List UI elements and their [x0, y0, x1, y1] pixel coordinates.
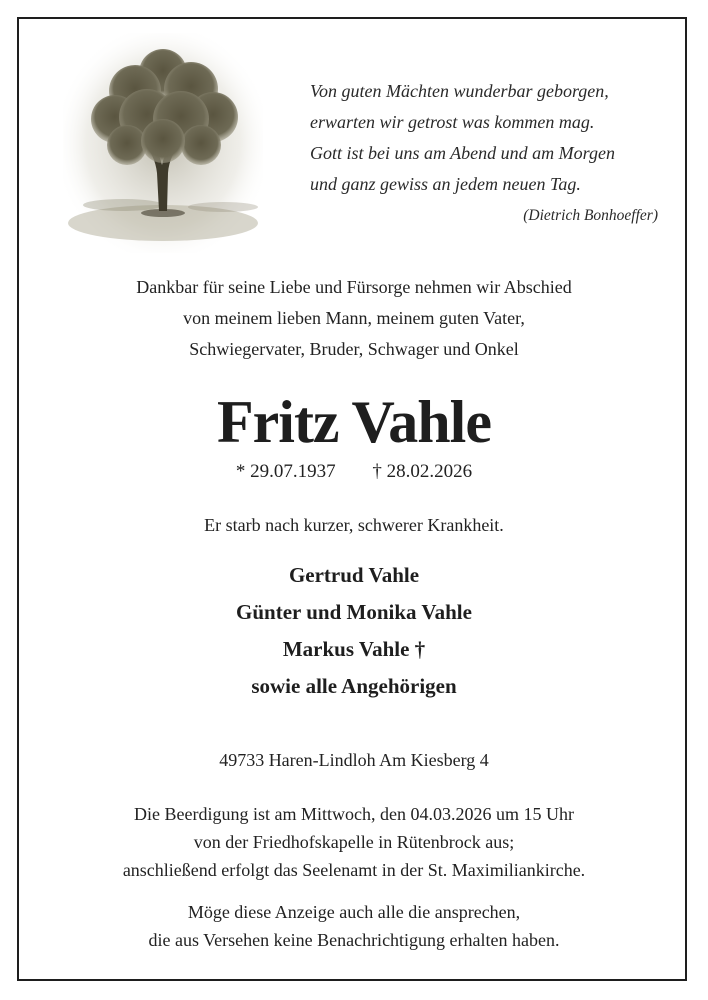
poem [310, 76, 670, 227]
intro-line: von meinem lieben Mann, meinem guten Vater, [183, 308, 525, 328]
intro-line: Dankbar für seine Liebe und Fürsorge nehmen wir Abschied [136, 277, 572, 297]
poem-line: Gott ist bei uns am Abend und am Morgen [310, 143, 615, 163]
family-list [17, 557, 691, 705]
poem-line: Von guten Mächten wunderbar geborgen, [310, 81, 609, 101]
family-member: sowie alle Angehörigen [251, 674, 457, 698]
family-member: Gertrud Vahle [288, 563, 420, 587]
life-dates [17, 458, 691, 486]
birth-date: * 29.07.1937 [235, 461, 336, 482]
cause-of-death: Er starb nach kurzer, schwerer Krankheit. [204, 515, 504, 535]
intro-text [17, 272, 691, 365]
closing-note [17, 898, 691, 954]
family-member: Markus Vahle † [282, 637, 426, 661]
poem-line: erwarten wir getrost was kommen mag. [310, 112, 595, 132]
tree-icon [63, 33, 263, 253]
poem-author: (Dietrich Bonhoeffer) [523, 207, 658, 224]
death-date: † 28.02.2026 [372, 461, 473, 482]
intro-line: Schwiegervater, Bruder, Schwager und Onkel [189, 339, 519, 359]
closing-line: Möge diese Anzeige auch alle die ansprechen, [187, 902, 521, 922]
funeral-info [17, 800, 691, 884]
address: 49733 Haren-Lindloh Am Kiesberg 4 [219, 750, 489, 770]
funeral-line: Die Beerdigung ist am Mittwoch, den 04.03.2026 um 15 Uhr [134, 804, 574, 824]
poem-line: und ganz gewiss an jedem neuen Tag. [310, 174, 581, 194]
closing-line: die aus Versehen keine Benachrichtigung erhalten haben. [148, 930, 560, 950]
family-member: Günter und Monika Vahle [236, 600, 472, 624]
funeral-line: anschließend erfolgt das Seelenamt in der St. Maximiliankirche. [122, 860, 586, 880]
funeral-line: von der Friedhofskapelle in Rütenbrock aus; [193, 832, 515, 852]
deceased-name: Fritz Vahle [217, 389, 491, 455]
